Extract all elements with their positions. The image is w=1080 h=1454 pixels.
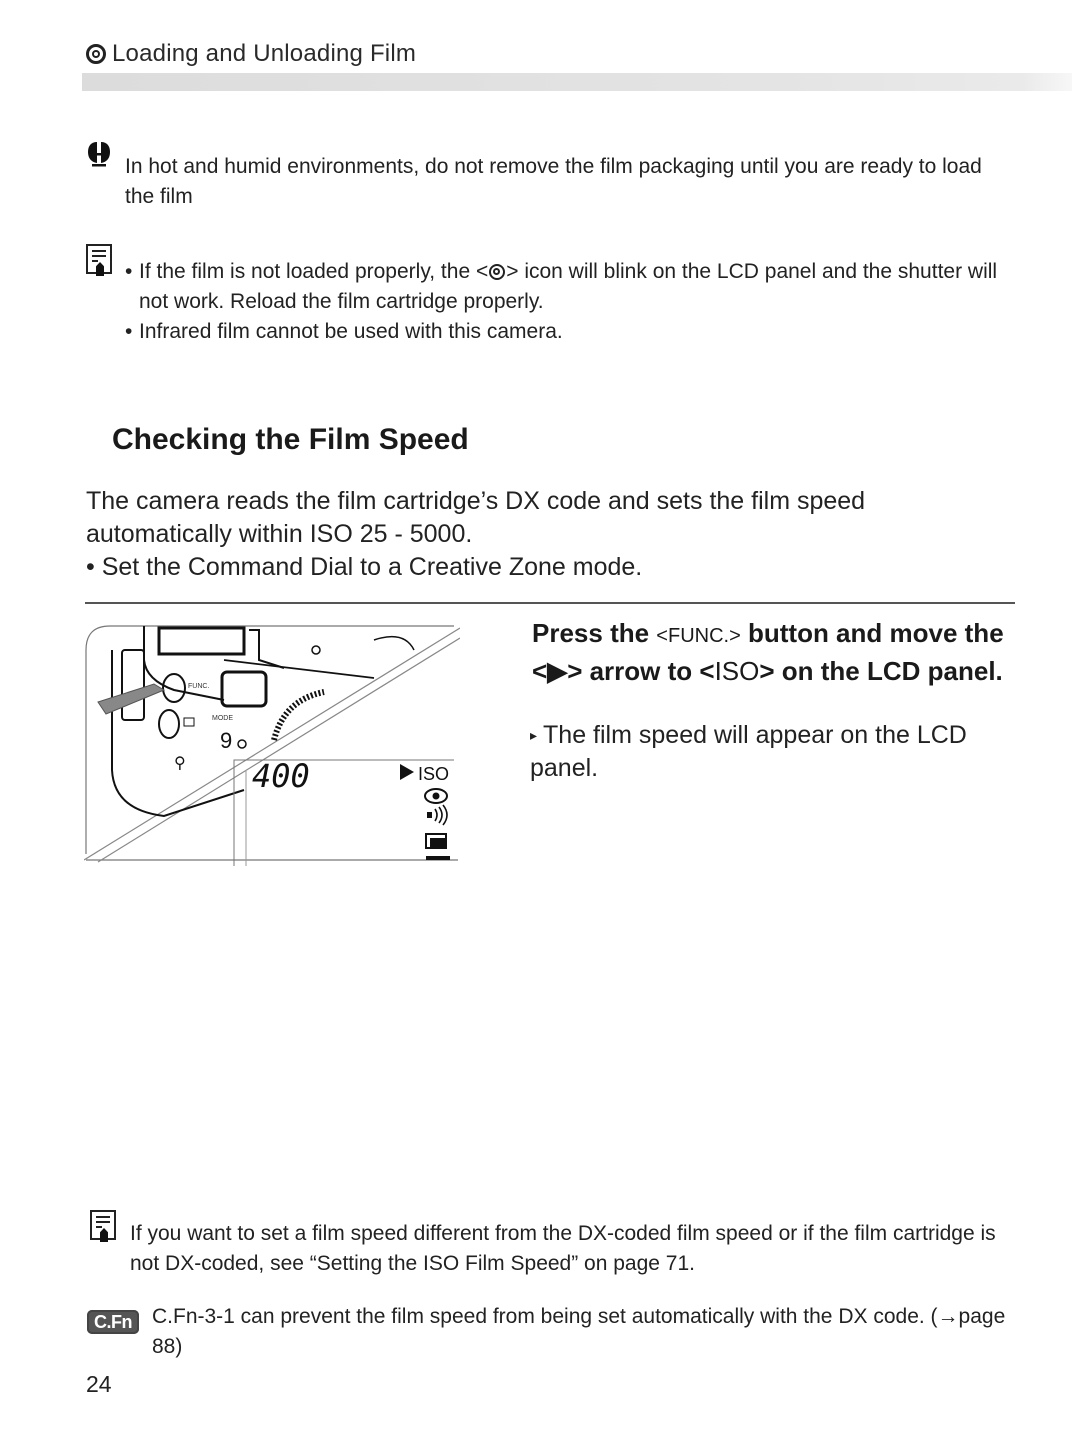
caution-icon	[86, 140, 112, 168]
step-sub-bullet: ▸ The film speed will appear on the LCD panel.	[530, 721, 967, 782]
func-button-label: <FUNC.>	[656, 625, 741, 647]
memo-bullet-list	[125, 257, 1015, 347]
section-intro	[86, 485, 1006, 584]
step-instruction: Press the <FUNC.> button and move the <▶> arrow to <ISO> on the LCD panel.	[532, 618, 1004, 686]
section-divider	[85, 602, 1015, 604]
svg-text:⚲: ⚲	[174, 755, 186, 772]
svg-text:MODE: MODE	[212, 715, 233, 722]
memo-icon	[90, 1210, 116, 1240]
section-title: Checking the Film Speed	[112, 423, 469, 456]
memo-bullet-item: • If the film is not loaded properly, the < > icon will blink on the LCD panel and the shutter will not work. Reload the film cartridge properly.	[125, 260, 998, 313]
memo-icon	[86, 244, 112, 274]
custom-function-icon: C.Fn	[87, 1310, 139, 1334]
iso-label: ISO	[714, 656, 760, 686]
running-header	[86, 40, 416, 68]
film-cartridge-icon	[489, 264, 505, 280]
header-bar	[82, 73, 1072, 91]
intro-paragraph: The camera reads the film cartridge’s DX code and sets the film speed automatically within ISO 25 - 5000.	[86, 487, 866, 548]
right-arrow-icon: ▶	[547, 656, 568, 686]
page-number: 24	[86, 1371, 112, 1397]
cfn-note-text: C.Fn-3-1 can prevent the film speed from being set automatically with the DX code. (→page 88)	[152, 1305, 1006, 1358]
running-header-title: Loading and Unloading Film	[112, 40, 417, 67]
svg-text:9: 9	[220, 728, 233, 753]
intro-bullet: • Set the Command Dial to a Creative Zone mode.	[86, 553, 643, 581]
film-cartridge-icon	[86, 44, 106, 64]
memo-bullet-item: • Infrared film cannot be used with this camera.	[125, 320, 563, 343]
svg-text:400: 400	[252, 757, 310, 795]
svg-text:ISO: ISO	[418, 764, 450, 784]
memo-note-text: If you want to set a film speed different from the DX-coded film speed or if the film cartridge is not DX-coded, see “Setting the ISO Film Speed” on page 71.	[130, 1222, 996, 1275]
bullet-triangle-icon: ▸	[530, 727, 538, 743]
camera-lcd-illustration	[84, 620, 460, 866]
svg-text:FUNC.: FUNC.	[188, 683, 210, 690]
caution-text: In hot and humid environments, do not remove the film packaging until you are ready to load the film	[125, 155, 982, 208]
